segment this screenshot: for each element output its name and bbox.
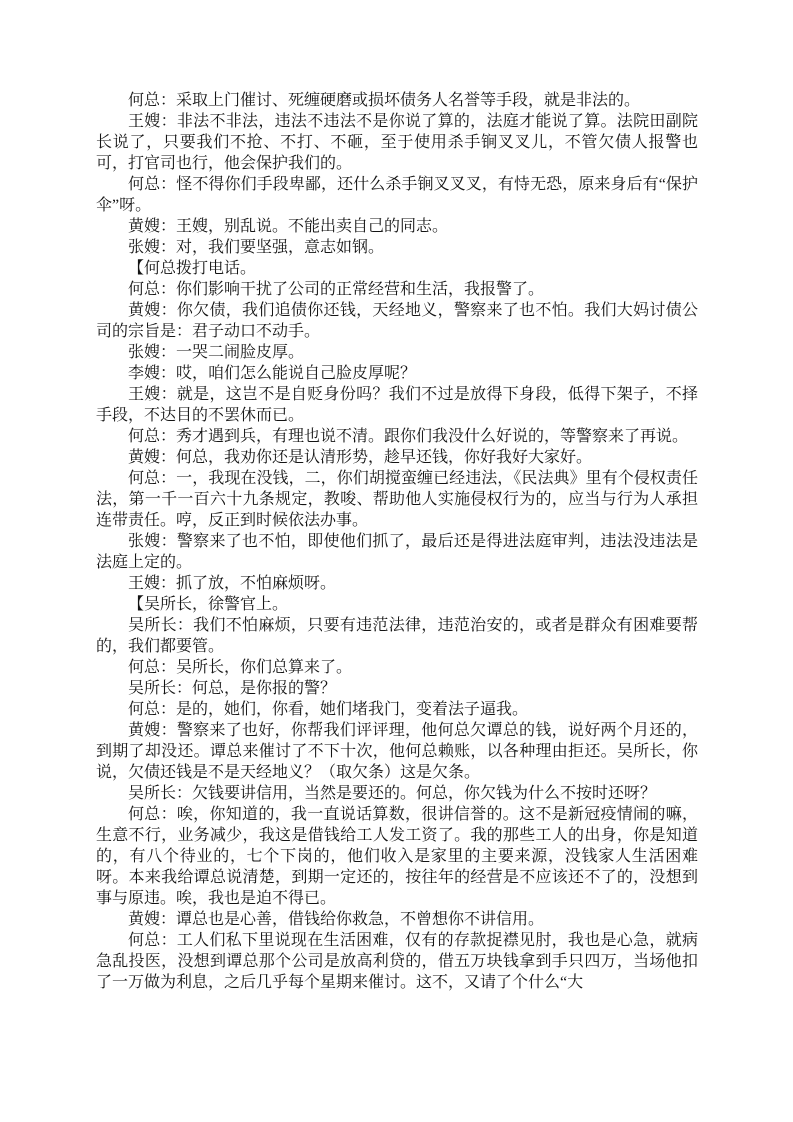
dialogue-line: 张嫂：警察来了也不怕，即使他们抓了，最后还是得进法庭审判，违法没违法是法庭上定的。 <box>96 533 698 571</box>
dialogue-line: 吴所长：欠钱要讲信用，当然是要还的。何总，你欠钱为什么不按时还呀？ <box>128 785 657 802</box>
dialogue-line: 何总：采取上门催讨、死缠硬磨或损坏债务人名誉等手段，就是非法的。 <box>128 92 641 109</box>
dialogue-line: 王嫂：非法不非法，违法不违法不是你说了算的，法庭才能说了算。法院田副院长说了，只要我们不抢、不打、不砸，至于使用杀手锏叉叉儿，不管欠债人报警也可，打官司也行，他会保护我们的。 <box>96 113 698 172</box>
dialogue-line: 王嫂：就是，这岂不是自贬身份吗？我们不过是放得下身段，低得下架子，不择手段，不达目的不罢休而已。 <box>96 386 698 424</box>
dialogue-line: 王嫂：抓了放，不怕麻烦呀。 <box>128 575 337 592</box>
dialogue-line: 张嫂：对，我们要坚强，意志如钢。 <box>128 239 385 256</box>
stage-direction: 【何总拨打电话。 <box>128 260 257 277</box>
dialogue-line: 黄嫂：王嫂，别乱说。不能出卖自己的同志。 <box>128 218 449 235</box>
dialogue-line: 何总：是的，她们，你看，她们堵我门，变着法子逼我。 <box>128 701 529 718</box>
dialogue-line: 何总：秀才遇到兵，有理也说不清。跟你们我没什么好说的，等警察来了再说。 <box>128 428 689 445</box>
dialogue-line: 吴所长：我们不怕麻烦，只要有违范法律，违范治安的，或者是群众有困难要帮的，我们都要管。 <box>96 617 698 655</box>
dialogue-line: 张嫂：一哭二闹脸皮厚。 <box>128 344 305 361</box>
dialogue-line: 何总：一，我现在没钱，二，你们胡搅蛮缠已经违法，《民法典》里有个侵权责任法，第一千一百六十九条规定，教唆、帮助他人实施侵权行为的，应当与行为人承担连带责任。哼，反正到时候依法办事。 <box>96 470 698 529</box>
dialogue-line: 何总：怪不得你们手段卑鄙，还什么杀手锏叉叉叉，有恃无恐，原来身后有“保护伞”呀。 <box>96 176 698 214</box>
stage-direction: 【吴所长，徐警官上。 <box>128 596 289 613</box>
dialogue-line: 黄嫂：何总，我劝你还是认清形势，趁早还钱，你好我好大家好。 <box>128 449 593 466</box>
dialogue-line: 黄嫂：谭总也是心善，借钱给你救急，不曾想你不讲信用。 <box>128 911 545 928</box>
dialogue-line: 吴所长：何总，是你报的警？ <box>128 680 337 697</box>
dialogue-line: 黄嫂：你欠债，我们追债你还钱，天经地义，警察来了也不怕。我们大妈讨债公司的宗旨是：君子动口不动手。 <box>96 302 698 340</box>
dialogue-line: 黄嫂：警察来了也好，你帮我们评评理，他何总欠谭总的钱，说好两个月还的，到期了却没还。谭总来催讨了不下十次，他何总赖账，以各种理由拒还。吴所长，你说，欠债还钱是不是天经地义？（取欠条）这是欠条。 <box>96 722 698 781</box>
dialogue-line: 何总：吴所长，你们总算来了。 <box>128 659 353 676</box>
dialogue-line: 何总：唉，你知道的，我一直说话算数，很讲信誉的。这不是新冠疫情闹的嘛，生意不行，业务减少，我这是借钱给工人发工资了。我的那些工人的出身，你是知道的，有八个待业的，七个下岗的，他们收入是家里的主要来源，没钱家人生活困难呀。本来我给谭总说清楚，到期一定还的，按往年的经营是不应该还不了的，没想到事与原违。唉，我也是迫不得已。 <box>96 806 698 907</box>
dialogue-line: 何总：你们影响干扰了公司的正常经营和生活，我报警了。 <box>128 281 545 298</box>
dialogue-line: 李嫂：哎，咱们怎么能说自己脸皮厚呢？ <box>128 365 417 382</box>
dialogue-line: 何总：工人们私下里说现在生活困难，仅有的存款捉襟见肘，我也是心急，就病急乱投医，没想到谭总那个公司是放高利贷的，借五万块钱拿到手只四万，当场他扣了一万做为利息，之后几乎每个星期来催讨。这不，又请了个什么“大 <box>96 932 698 991</box>
script-text-block <box>96 90 698 993</box>
